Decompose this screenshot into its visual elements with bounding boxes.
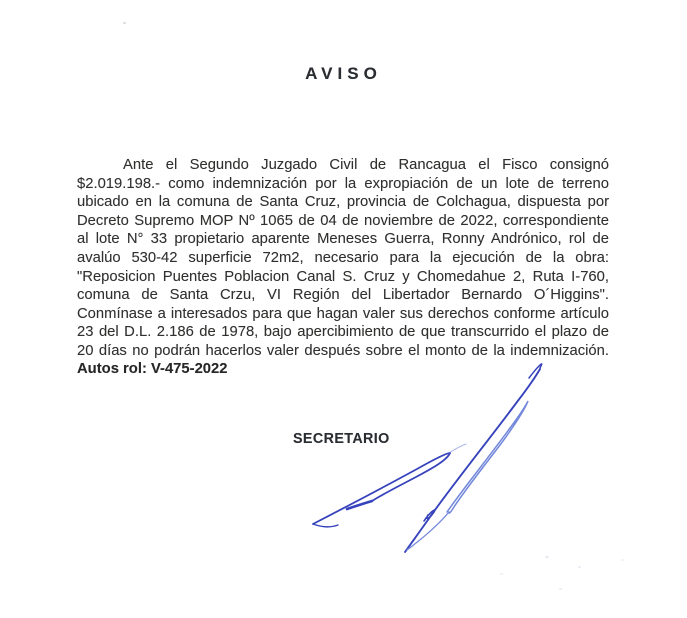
- scan-noise-speck: [500, 573, 503, 575]
- signature-loop-stroke: [447, 401, 528, 513]
- scan-noise-speck: [123, 22, 126, 24]
- secretario-label: SECRETARIO: [293, 431, 390, 447]
- signature-flourish-return-stroke: [372, 453, 450, 501]
- autos-rol-line: Autos rol: V-475-2022: [77, 361, 228, 377]
- paragraph-line: comuna de Santa Crzu, VI Región del Libertador Bernardo O´Higgins".: [77, 287, 609, 304]
- paragraph-line: al lote N° 33 propietario aparente Meneses Guerra, Ronny Andrónico, rol de: [77, 231, 609, 248]
- paragraph-line: avalúo 530-42 superficie 72m2, necesario para la ejecución de la obra:: [77, 249, 609, 266]
- scan-noise-speck: [545, 556, 549, 558]
- scan-noise-speck: [559, 588, 562, 590]
- paragraph-line: $2.019.198.- como indemnización por la expropiación de un lote de terreno: [77, 175, 609, 192]
- paragraph-line: Conmínase a interesados para que hagan valer sus derechos conforme artículo: [77, 305, 609, 322]
- signature-knot-stroke: [424, 510, 435, 521]
- signature-light-tail-stroke: [407, 512, 449, 550]
- paragraph-line: Ante el Segundo Juzgado Civil de Rancagua el Fisco consignó: [123, 157, 609, 173]
- paragraph-line: Decreto Supremo MOP Nº 1065 de 04 de noviembre de 2022, correspondiente: [77, 212, 609, 229]
- paragraph-line: 20 días no podrán hacerlos valer después sobre el monto de la indemnización.: [77, 342, 609, 359]
- signature-flourish-main-stroke: [313, 453, 450, 524]
- paragraph-line: ubicado en la comuna de Santa Cruz, provincia de Colchagua, dispuesta por: [77, 194, 609, 211]
- scan-noise-speck: [621, 559, 624, 561]
- page-title: AVISO: [305, 64, 382, 83]
- signature-flourish-apex-stroke: [449, 444, 466, 453]
- signature-tall-stroke: [405, 369, 540, 552]
- body-paragraph: [77, 156, 609, 361]
- scan-noise-speck: [578, 566, 581, 568]
- paragraph-line: 23 del D.L. 2.186 de 1978, bajo apercibimiento de que transcurrido el plazo de: [77, 324, 609, 341]
- signature-flourish-press-stroke: [347, 501, 372, 509]
- paragraph-line: "Reposicion Puentes Poblacion Canal S. Cruz y Chomedahue 2, Ruta I-760,: [77, 268, 609, 285]
- signature-flourish-tick-stroke: [313, 524, 338, 527]
